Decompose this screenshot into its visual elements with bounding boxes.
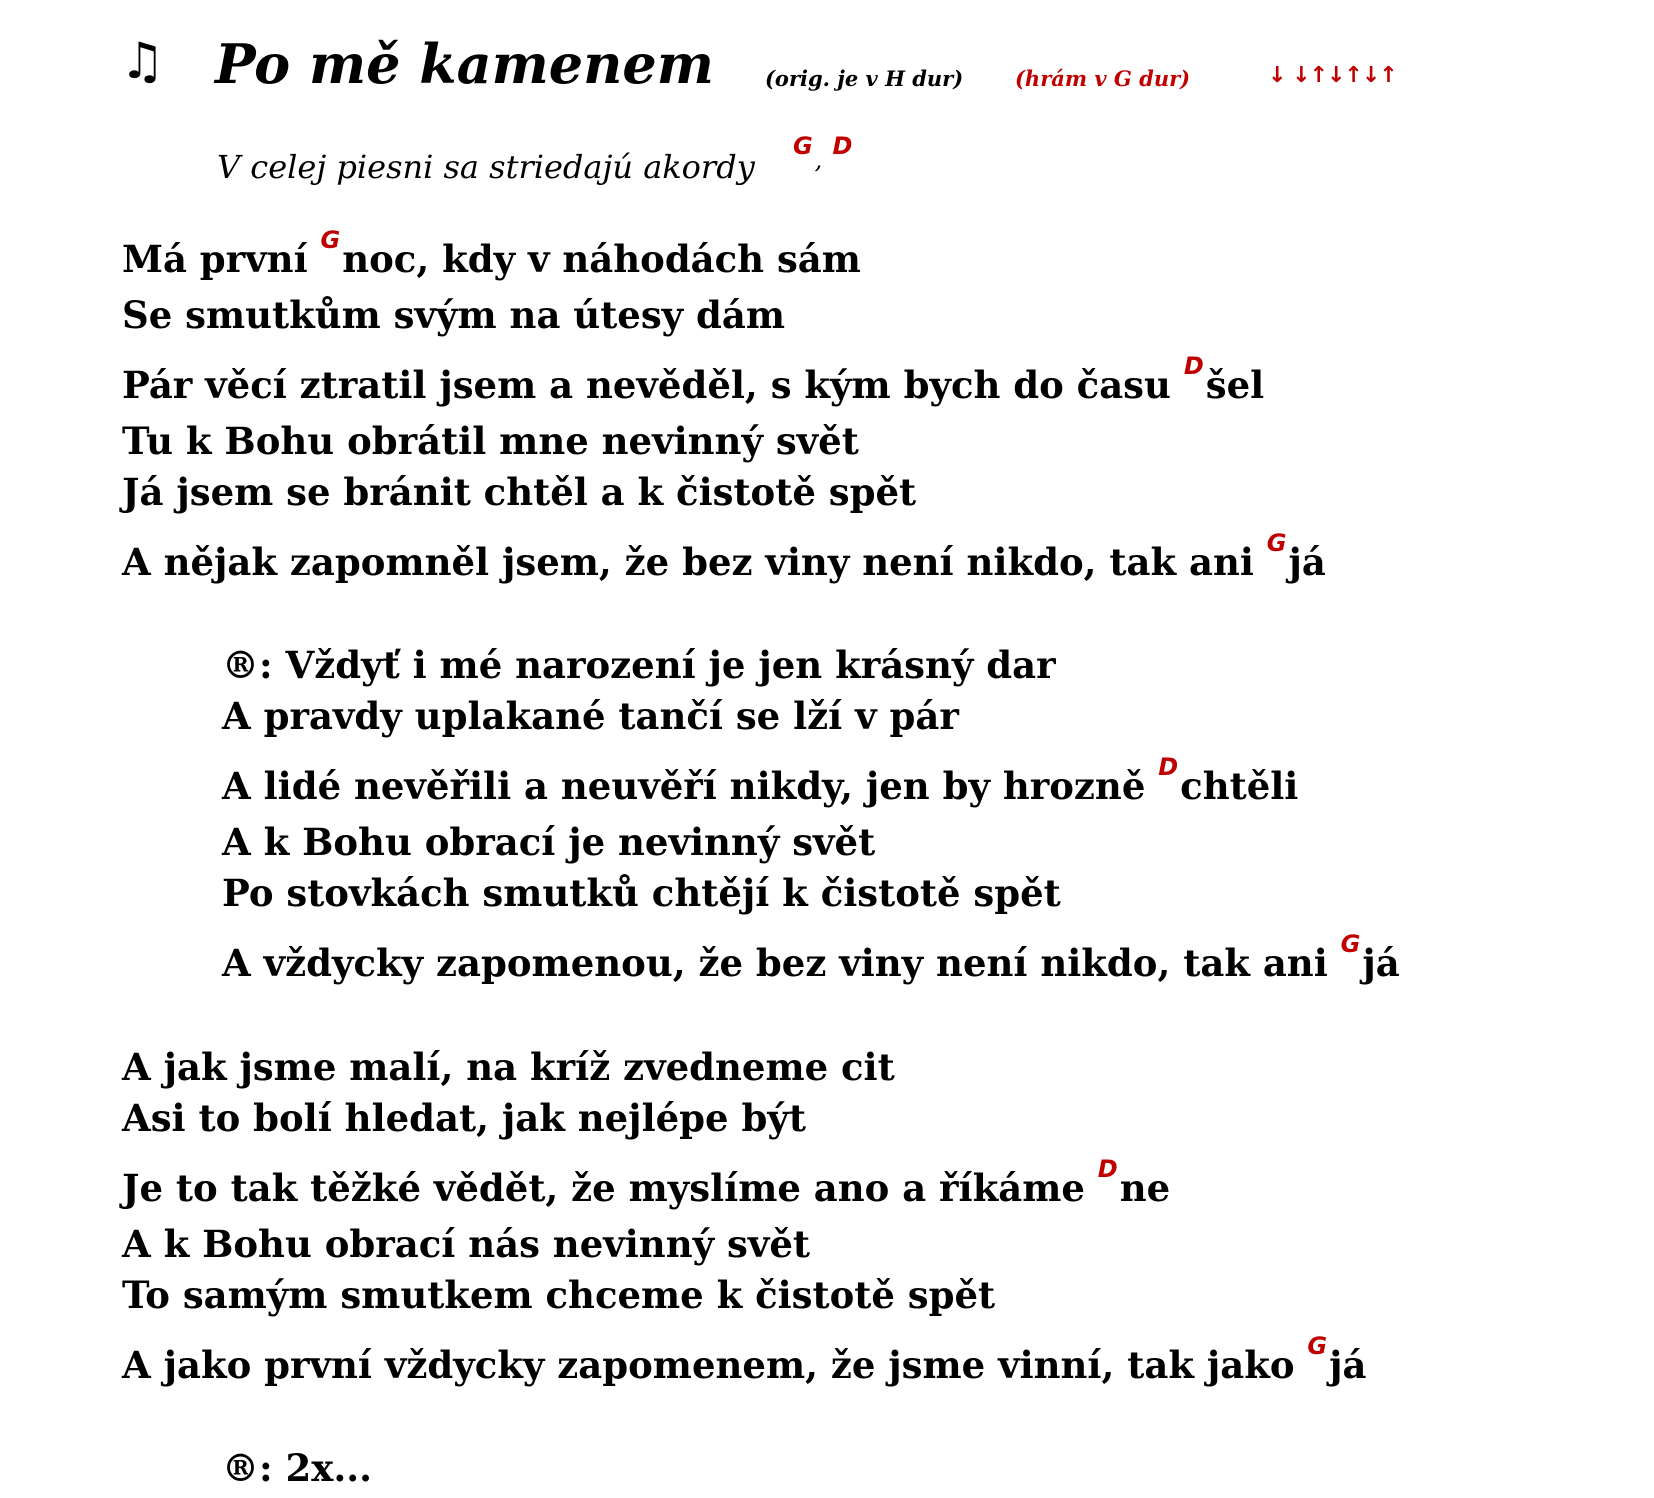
song-title: Po mě kamenem [215,32,714,96]
lyric-text: Je to tak těžké vědět, že myslíme ano a říkáme [122,1166,1098,1210]
lyric-text: Pár věcí ztratil jsem a nevěděl, s kým bych do času [122,363,1184,407]
lyric-text: A jako první vždycky zapomenem, že jsme vinní, tak jako [122,1343,1308,1387]
chord-label: D [1158,753,1179,781]
lyric-text: ne [1119,1166,1171,1210]
chords-intro [217,132,854,186]
intro-text: V celej piesni sa striedajú akordy [217,148,755,186]
lyric-text: A nějak zapomněl jsem, že bez viny není nikdo, tak ani [122,540,1267,584]
lyric-text: já [1329,1343,1367,1387]
lyric-text: Po stovkách smutků chtějí k čistotě spět [222,871,1061,915]
chorus-line-2 [222,694,959,738]
lyric-text: A pravdy uplakané tančí se lží v pár [222,694,959,738]
chord-label: D [1097,1155,1118,1183]
chord-label: G [1266,529,1287,557]
lyric-text: A jak jsme malí, na kríž zvedneme cit [122,1045,895,1089]
lyric-text: ®: Vždyť i mé narození je jen krásný dar [222,643,1056,687]
verse2-line-1 [122,1045,895,1089]
lyric-text: Asi to bolí hledat, jak nejlépe být [122,1096,806,1140]
lyric-text: A k Bohu obrací nás nevinný svět [122,1222,810,1266]
original-key: (orig. je v H dur) [765,66,964,91]
lyric-text: šel [1205,363,1265,407]
chord-g: G [792,132,813,160]
lyric-text: Má první [122,237,321,281]
chorus-line-4 [222,820,875,864]
music-note-icon: ♫ [120,32,165,90]
played-key: (hrám v G dur) [1015,66,1191,91]
lyric-text: Se smutkům svým na útesy dám [122,293,786,337]
chord-label: G [1307,1332,1328,1360]
chord-separator: , [814,146,823,174]
chord-label: D [1183,352,1204,380]
lyric-text: Tu k Bohu obrátil mne nevinný svět [122,419,859,463]
lyric-text: A k Bohu obrací je nevinný svět [222,820,876,864]
verse1-line-3 [122,352,1265,412]
lyric-text: Já jsem se bránit chtěl a k čistotě spět [122,470,917,514]
chorus-repeat [222,1446,372,1490]
strum-pattern: ↓ ↓↑↓↑↓↑ [1268,63,1397,88]
chorus-line-5 [222,871,1061,915]
lyric-text: A vždycky zapomenou, že bez viny není nikdo, tak ani [222,941,1341,985]
chorus-line-1 [222,643,1056,687]
lyric-text: To samým smutkem chceme k čistotě spět [122,1273,996,1317]
chord-label: G [320,226,341,254]
verse1-line-6 [122,529,1326,589]
lyric-text: noc, kdy v náhodách sám [342,237,861,281]
lyric-text: A lidé nevěřili a neuvěří nikdy, jen by hrozně [222,764,1159,808]
verse2-line-6 [122,1332,1367,1392]
chorus-line-6 [222,930,1400,990]
lyric-text: já [1362,941,1400,985]
verse2-line-3 [122,1155,1171,1215]
verse1-line-1 [122,226,861,286]
lyric-text: já [1288,540,1326,584]
chorus-line-3 [222,753,1299,813]
lyric-text: ®: 2x... [222,1446,372,1490]
verse1-line-4 [122,419,859,463]
verse1-line-2 [122,293,785,337]
verse1-line-5 [122,470,916,514]
verse2-line-5 [122,1273,995,1317]
chord-d: D [832,132,853,160]
verse2-line-4 [122,1222,810,1266]
chord-label: G [1340,930,1361,958]
lyric-text: chtěli [1180,764,1299,808]
verse2-line-2 [122,1096,806,1140]
